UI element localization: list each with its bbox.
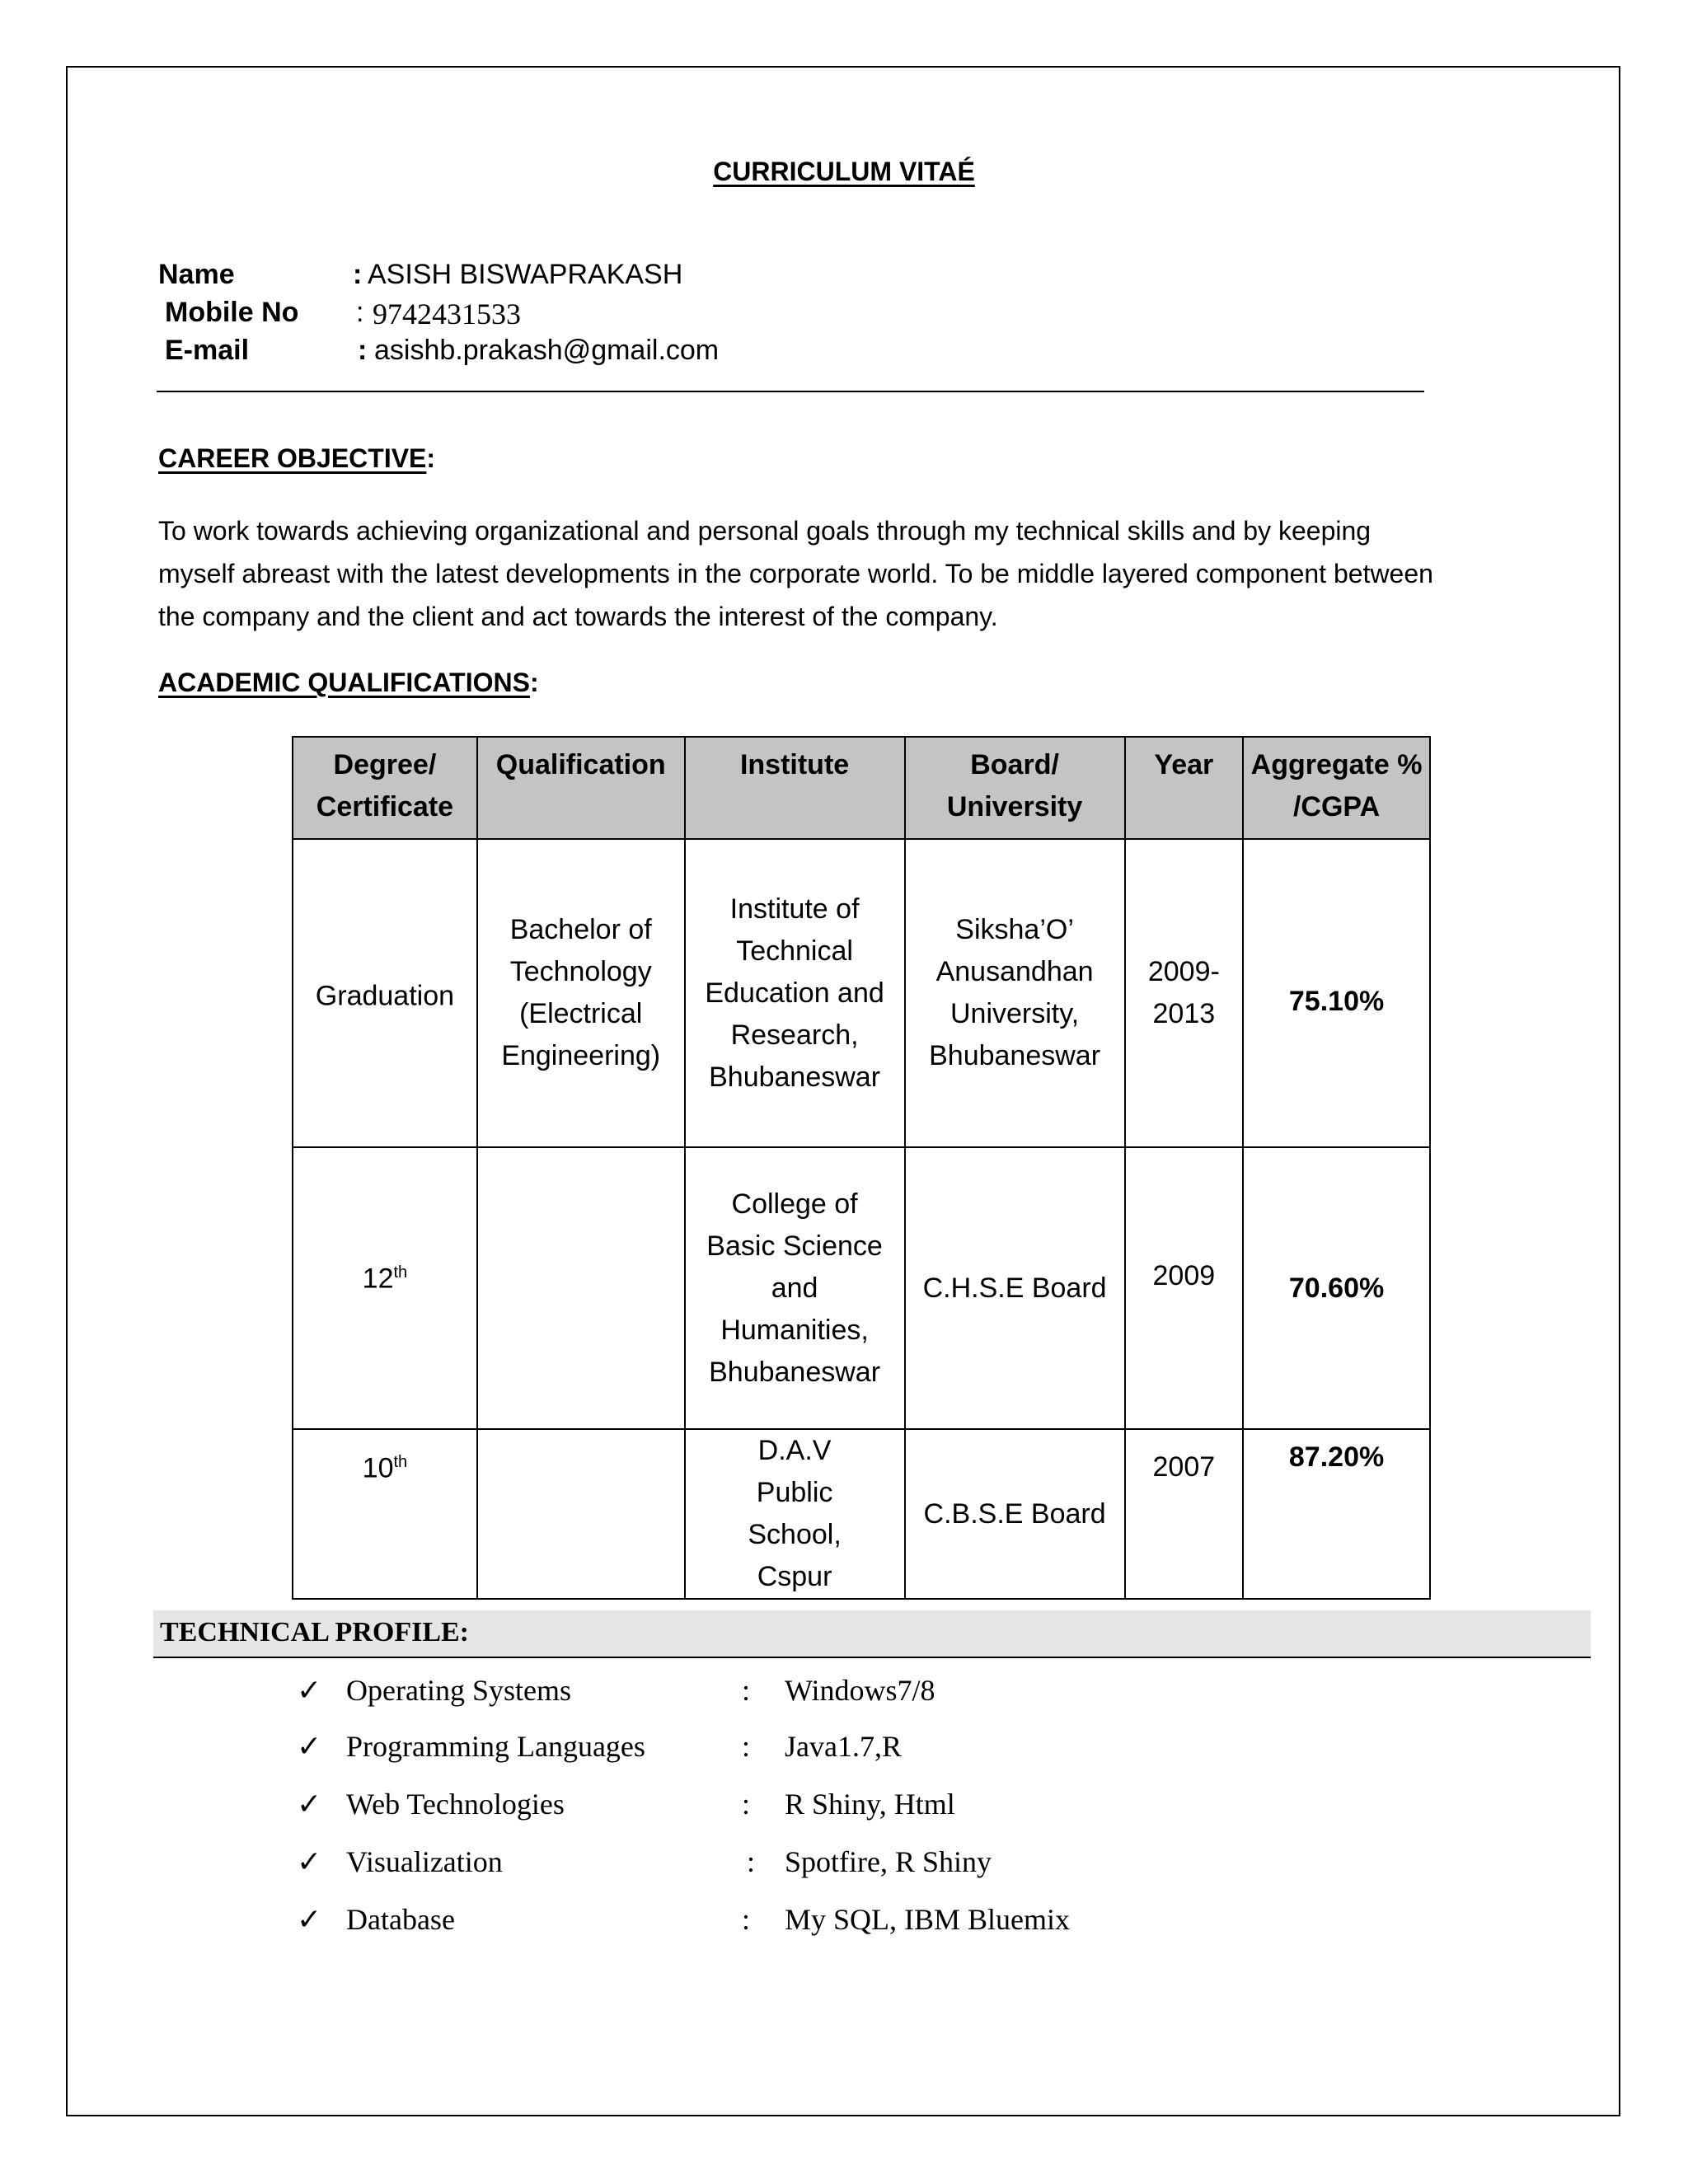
table-row xyxy=(293,1429,1430,1599)
divider xyxy=(157,391,1424,392)
tech-key: Operating Systems xyxy=(346,1674,571,1707)
table-header-row xyxy=(293,737,1430,839)
header-aggregate: Aggregate % /CGPA xyxy=(1243,737,1430,839)
year-cell: 2007 xyxy=(1125,1429,1244,1599)
header-year: Year xyxy=(1125,737,1244,839)
year-cell: 2009 xyxy=(1125,1147,1244,1429)
board-cell: C.B.S.E Board xyxy=(905,1429,1125,1599)
tech-colon: : xyxy=(742,1788,751,1821)
year-cell: 2009-2013 xyxy=(1125,839,1244,1147)
tech-key: Web Technologies xyxy=(346,1788,565,1821)
aggregate-cell: 87.20% xyxy=(1243,1429,1430,1599)
header-qualification: Qualification xyxy=(477,737,685,839)
check-icon: ✓ xyxy=(297,1845,322,1878)
tech-value: Spotfire, R Shiny xyxy=(785,1845,992,1878)
name-label: Name xyxy=(158,259,235,290)
check-icon: ✓ xyxy=(297,1788,322,1821)
tech-value: My SQL, IBM Bluemix xyxy=(785,1903,1071,1936)
tech-key: Programming Languages xyxy=(346,1730,645,1763)
tech-colon: : xyxy=(742,1674,751,1707)
tech-colon: : xyxy=(747,1845,756,1878)
table-row xyxy=(293,839,1430,1147)
institute-cell: College of Basic Science and Humanities, Bhubaneswar xyxy=(685,1147,905,1429)
board-cell: C.H.S.E Board xyxy=(905,1147,1125,1429)
header-degree: Degree/ Certificate xyxy=(293,737,477,839)
degree-cell: 12th xyxy=(293,1147,477,1429)
tech-value: Windows7/8 xyxy=(785,1674,935,1707)
mobile-label: Mobile No xyxy=(165,297,299,328)
check-icon: ✓ xyxy=(297,1730,322,1763)
header-board: Board/ University xyxy=(905,737,1125,839)
degree-cell: Graduation xyxy=(293,839,477,1147)
document-title: CURRICULUM VITAÉ xyxy=(713,157,975,186)
tech-value: Java1.7,R xyxy=(785,1730,902,1763)
tech-colon: : xyxy=(742,1730,751,1763)
academic-table xyxy=(292,736,1431,1600)
academic-heading: ACADEMIC QUALIFICATIONS: xyxy=(158,668,539,697)
header-institute: Institute xyxy=(685,737,905,839)
email-colon: : xyxy=(358,335,368,366)
table-row xyxy=(293,1147,1430,1429)
career-objective-heading: CAREER OBJECTIVE: xyxy=(158,443,436,473)
email-value: asishb.prakash@gmail.com xyxy=(374,335,720,366)
qualification-cell xyxy=(477,1429,685,1599)
tech-value: R Shiny, Html xyxy=(785,1788,955,1821)
career-objective-text: To work towards achieving organizational and personal goals through my technical skills and by keeping myself abreast with the latest developments in the corporate world. To be middle layered component between the company and the client and act towards the interest of the company. xyxy=(158,516,1433,631)
tech-key: Visualization xyxy=(346,1845,503,1878)
institute-cell: D.A.V Public School, Cspur xyxy=(685,1429,905,1599)
name-value: ASISH BISWAPRAKASH xyxy=(368,259,683,290)
board-cell: Siksha’O’ Anusandhan University, Bhubaneswar xyxy=(905,839,1125,1147)
mobile-colon: : xyxy=(356,297,364,328)
tech-colon: : xyxy=(742,1903,751,1936)
qualification-cell xyxy=(477,1147,685,1429)
degree-cell: 10th xyxy=(293,1429,477,1599)
aggregate-cell: 70.60% xyxy=(1243,1147,1430,1429)
aggregate-cell: 75.10% xyxy=(1243,839,1430,1147)
mobile-value: 9742431533 xyxy=(373,298,521,330)
qualification-cell: Bachelor of Technology (Electrical Engineering) xyxy=(477,839,685,1147)
institute-cell: Institute of Technical Education and Research, Bhubaneswar xyxy=(685,839,905,1147)
check-icon: ✓ xyxy=(297,1674,322,1707)
check-icon: ✓ xyxy=(297,1903,322,1936)
name-colon: : xyxy=(353,259,363,290)
tech-key: Database xyxy=(346,1903,455,1936)
technical-profile-heading: TECHNICAL PROFILE: xyxy=(153,1610,1591,1658)
email-label: E-mail xyxy=(165,335,250,366)
